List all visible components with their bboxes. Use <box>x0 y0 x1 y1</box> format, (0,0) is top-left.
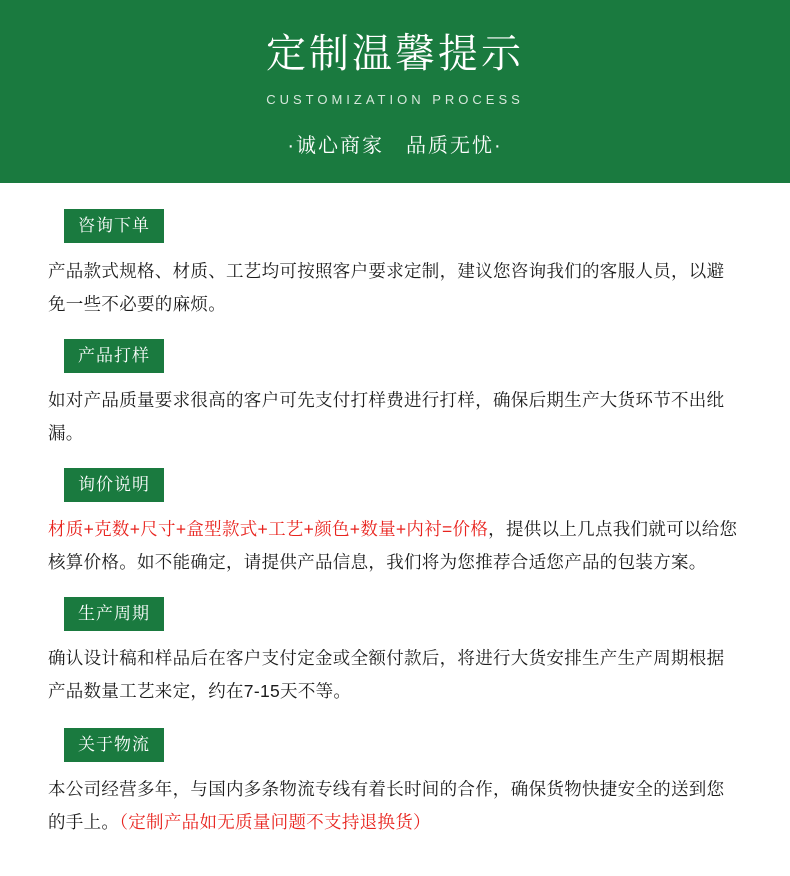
section-tag-product-sampling: 产品打样 <box>64 339 164 373</box>
section-text-consult-order: 产品款式规格、材质、工艺均可按照客户要求定制，建议您咨询我们的客服人员，以避免一些不必要的麻烦。 <box>48 261 725 314</box>
section-tag-quote-explanation: 询价说明 <box>64 468 164 502</box>
section-text-production-cycle: 确认设计稿和样品后在客户支付定金或全额付款后，将进行大货安排生产生产周期根据产品数量工艺来定，约在7-15天不等。 <box>48 648 725 701</box>
header-banner <box>0 0 790 183</box>
section-text-product-sampling: 如对产品质量要求很高的客户可先支付打样费进行打样，确保后期生产大货环节不出纰漏。 <box>48 390 725 443</box>
section-production-cycle <box>48 597 742 708</box>
section-quote-explanation <box>48 468 742 579</box>
page-title: 定制温馨提示 <box>266 32 524 76</box>
section-text-quote-explanation <box>48 513 742 579</box>
quote-formula-highlight: 材质+克数+尺寸+盒型款式+工艺+颜色+数量+内衬=价格 <box>48 519 489 539</box>
section-tag-production-cycle: 生产周期 <box>64 597 164 631</box>
section-tag-about-logistics: 关于物流 <box>64 728 164 762</box>
section-product-sampling <box>48 339 742 450</box>
section-text-about-logistics <box>48 773 742 839</box>
header-banner-content <box>0 0 790 158</box>
logistics-text-main: 本公司经营多年，与国内多条物流专线有着长时间的合作，确保货物快捷安全的送到您的手上。 <box>48 779 725 832</box>
section-tag-consult-order: 咨询下单 <box>64 209 164 243</box>
logistics-no-return-notice: （定制产品如无质量问题不支持退换货） <box>119 812 431 832</box>
quote-explanation-rest: ，提供以上几点我们就可以给您核算价格。如不能确定，请提供产品信息，我们将为您推荐合适您产品的包装方案。 <box>48 519 738 572</box>
section-consult-order <box>48 209 742 321</box>
section-about-logistics <box>48 728 742 839</box>
page-slogan: ·诚心商家 品质无忧· <box>287 135 503 157</box>
content-area <box>0 183 790 839</box>
page-subtitle: CUSTOMIZATION PROCESS <box>266 92 524 107</box>
